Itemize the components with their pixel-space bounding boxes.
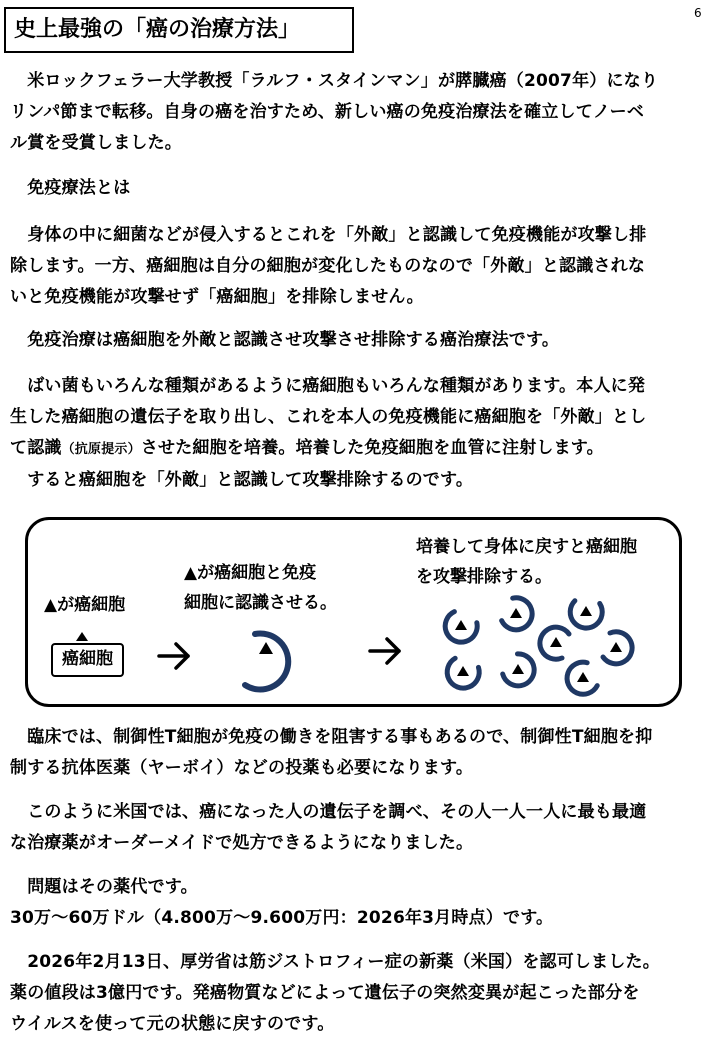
immune-line-2: 除します。一方、癌細胞は自分の細胞が変化したものなので「外敵」と認識されな bbox=[10, 256, 646, 276]
immunotherapy-definition: 免疫治療は癌細胞を外敵と認識させ攻撃させ排除する癌治療法です。 bbox=[10, 330, 560, 350]
immunotherapy-diagram bbox=[25, 517, 682, 707]
immune-cell-icon bbox=[446, 658, 480, 690]
diagram-graphics bbox=[28, 520, 679, 704]
cancer-cell-box: 癌細胞 bbox=[51, 643, 124, 677]
page-number: 6 bbox=[694, 6, 702, 20]
tailored-treatment-paragraph bbox=[10, 797, 706, 859]
immune-cell-icon bbox=[540, 627, 569, 659]
cancer-types-line-3a: て認識 bbox=[10, 438, 62, 458]
immunotherapy-heading: 免疫療法とは bbox=[10, 178, 131, 198]
label-return-line-2: を攻撃排除する。 bbox=[416, 567, 552, 587]
cancer-types-line-4: すると癌細胞を「外敵」と認識して攻撃排除するのです。 bbox=[10, 470, 474, 490]
clinical-paragraph bbox=[10, 722, 706, 784]
tailored-line-2: な治療薬がオーダーメイドで処方できるようになりました。 bbox=[10, 833, 474, 853]
cancer-types-paragraph bbox=[10, 371, 706, 496]
immune-explanation-paragraph bbox=[10, 220, 706, 313]
new-drug-paragraph bbox=[10, 947, 706, 1040]
drug-cost-line-2: 30万～60万ドル（4.800万～9.600万円：2026年3月時点）です。 bbox=[10, 908, 554, 928]
immune-cell-icon bbox=[561, 658, 604, 701]
page-title: 史上最強の「癌の治療方法」 bbox=[4, 7, 354, 53]
immune-line-1: 身体の中に細菌などが侵入するとこれを「外敵」と認識して免疫機能が攻撃し排 bbox=[10, 225, 647, 245]
intro-line-3: ル賞を受賞しました。 bbox=[10, 133, 182, 153]
label-return-line-1: 培養して身体に戻すと癌細胞 bbox=[416, 537, 637, 557]
tailored-line-1: このように米国では、癌になった人の遺伝子を調べ、その人一人一人に最も最適 bbox=[10, 802, 647, 822]
immune-line-3: いと免疫機能が攻撃せず「癌細胞」を排除しません。 bbox=[10, 287, 424, 307]
immune-cell-icon bbox=[245, 634, 288, 690]
cancer-types-line-2: 生した癌細胞の遺伝子を取り出し、これを本人の免疫機能に癌細胞を「外敵」とし bbox=[10, 407, 647, 427]
drug-cost-paragraph bbox=[10, 872, 706, 934]
label-triangle-is-cancer: ▲が癌細胞 bbox=[44, 595, 126, 615]
immune-cell-icon bbox=[500, 650, 538, 690]
clinical-line-1: 臨床では、制御性T細胞が免疫の働きを阻害する事もあるので、制御性T細胞を抑 bbox=[10, 727, 653, 747]
cancer-types-line-1: ばい菌もいろんな種類があるように癌細胞もいろんな種類があります。本人に発 bbox=[10, 376, 646, 396]
immune-cell-icon bbox=[568, 596, 605, 630]
intro-line-2: リンパ節まで転移。自身の癌を治すため、新しい癌の免疫治療法を確立してノーベ bbox=[10, 102, 645, 122]
immune-cell-icon bbox=[500, 596, 534, 633]
label-recognize-line-1: ▲が癌細胞と免疫 bbox=[184, 563, 317, 583]
drug-cost-line-1: 問題はその薬代です。 bbox=[10, 877, 198, 897]
new-drug-line-3: ウイルスを使って元の状態に戻すのです。 bbox=[10, 1014, 335, 1034]
intro-paragraph bbox=[10, 66, 706, 159]
new-drug-line-1: 2026年2月13日、厚労省は筋ジストロフィー症の新薬（米国）を認可しました。 bbox=[10, 952, 660, 972]
intro-line-1: 米ロックフェラー大学教授「ラルフ・スタインマン」が膵臓癌（2007年）になり bbox=[10, 71, 659, 91]
antigen-presentation-note: （抗原提示） bbox=[61, 442, 141, 457]
immune-cell-icon bbox=[603, 632, 632, 664]
arrow-right-icon bbox=[370, 639, 399, 663]
immune-cell-icon bbox=[443, 610, 480, 644]
new-drug-line-2: 薬の値段は3億円です。発癌物質などによって遺伝子の突然変異が起こった部分を bbox=[10, 983, 640, 1003]
clinical-line-2: 制する抗体医薬（ヤーボイ）などの投薬も必要になります。 bbox=[10, 758, 474, 778]
attacking-immune-cells-icon bbox=[443, 596, 632, 701]
cancer-types-line-3b: させた細胞を培養。培養した免疫細胞を血管に注射します。 bbox=[140, 438, 604, 458]
label-recognize-line-2: 細胞に認識させる。 bbox=[184, 593, 337, 613]
arrow-right-icon bbox=[159, 644, 188, 668]
cancer-marker-icon bbox=[76, 632, 88, 641]
